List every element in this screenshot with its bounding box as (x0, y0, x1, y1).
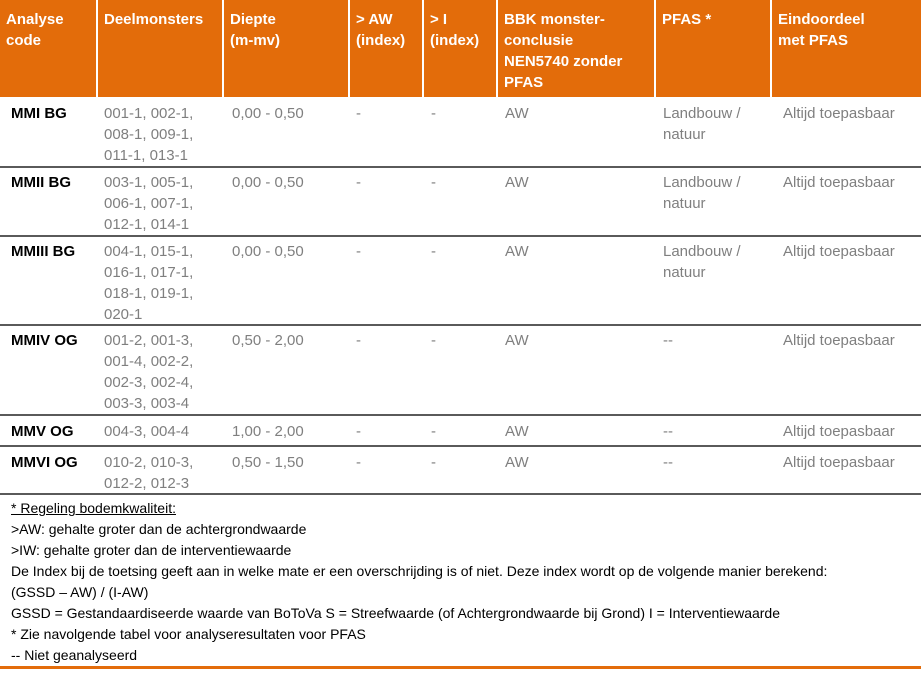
cell-final-verdict: Altijd toepasbaar (783, 174, 895, 191)
cell-above-aw: - (356, 454, 361, 471)
cell-above-i: - (431, 174, 436, 191)
header-sub-samples: Deelmonsters (98, 0, 222, 97)
row-divider (0, 493, 921, 495)
header-bbk-conclusion: BBK monster- conclusie NEN5740 zonder PFAS (498, 0, 654, 97)
footnote-aw: >AW: gehalte groter dan de achtergrondwaarde (11, 521, 307, 537)
cell-depth: 0,00 - 0,50 (232, 105, 304, 122)
table-row (0, 330, 921, 414)
header-above-i: > I (index) (424, 0, 496, 97)
cell-depth: 1,00 - 2,00 (232, 423, 304, 440)
cell-above-i: - (431, 332, 436, 349)
footnote-index-formula: (GSSD – AW) / (I-AW) (11, 584, 149, 600)
row-divider (0, 445, 921, 447)
header-depth: Diepte (m-mv) (224, 0, 348, 97)
cell-analysis-code: MMI BG (11, 105, 67, 122)
cell-final-verdict: Altijd toepasbaar (783, 423, 895, 440)
table-row (0, 241, 921, 325)
cell-sub-samples: 004-3, 004-4 (104, 423, 190, 440)
cell-analysis-code: MMV OG (11, 423, 74, 440)
header-above-aw: > AW (index) (350, 0, 422, 97)
table-row (0, 103, 921, 166)
footnote-regulation: * Regeling bodemkwaliteit: (11, 500, 176, 516)
bottom-divider (0, 666, 921, 669)
cell-pfas: Landbouw / natuur (663, 105, 741, 143)
row-divider (0, 235, 921, 237)
table-header (0, 0, 921, 97)
row-divider (0, 166, 921, 168)
footnote-pfas-reference: * Zie navolgende tabel voor analyseresultaten voor PFAS (11, 626, 366, 642)
cell-bbk-conclusion: AW (505, 454, 529, 471)
table-row (0, 421, 921, 442)
header-final-verdict: Eindoordeel met PFAS (772, 0, 921, 97)
cell-depth: 0,00 - 0,50 (232, 243, 304, 260)
cell-pfas: Landbouw / natuur (663, 243, 741, 281)
table-row (0, 452, 921, 494)
footnote-index-explanation: De Index bij de toetsing geeft aan in welke mate er een overschrijding is of niet. Deze index wordt op de volgende manier berekend: (11, 563, 828, 579)
cell-sub-samples: 004-1, 015-1, 016-1, 017-1, 018-1, 019-1, 020-1 (104, 243, 194, 323)
cell-final-verdict: Altijd toepasbaar (783, 332, 895, 349)
cell-bbk-conclusion: AW (505, 423, 529, 440)
cell-pfas: -- (663, 332, 673, 349)
cell-pfas: -- (663, 454, 673, 471)
cell-sub-samples: 010-2, 010-3, 012-2, 012-3 (104, 454, 194, 492)
cell-above-aw: - (356, 174, 361, 191)
row-divider (0, 414, 921, 416)
cell-pfas: Landbouw / natuur (663, 174, 741, 212)
cell-final-verdict: Altijd toepasbaar (783, 454, 895, 471)
footnote-iw: >IW: gehalte groter dan de interventiewaarde (11, 542, 292, 558)
table-row (0, 172, 921, 234)
footnote-gssd-definition: GSSD = Gestandaardiseerde waarde van BoToVa S = Streefwaarde (of Achtergrondwaarde bij Grond) I = Interventiewaarde (11, 605, 781, 621)
header-analysis-code: Analyse code (0, 0, 96, 97)
cell-depth: 0,00 - 0,50 (232, 174, 304, 191)
cell-pfas: -- (663, 423, 673, 440)
cell-analysis-code: MMVI OG (11, 454, 78, 471)
cell-above-aw: - (356, 423, 361, 440)
cell-above-aw: - (356, 332, 361, 349)
cell-analysis-code: MMIV OG (11, 332, 78, 349)
cell-bbk-conclusion: AW (505, 243, 529, 260)
cell-above-i: - (431, 423, 436, 440)
cell-sub-samples: 003-1, 005-1, 006-1, 007-1, 012-1, 014-1 (104, 174, 194, 233)
footnote-not-analysed: -- Niet geanalyseerd (11, 647, 138, 663)
cell-analysis-code: MMII BG (11, 174, 71, 191)
table-footnotes (11, 498, 916, 666)
cell-final-verdict: Altijd toepasbaar (783, 105, 895, 122)
cell-above-i: - (431, 105, 436, 122)
cell-above-aw: - (356, 243, 361, 260)
row-divider (0, 324, 921, 326)
cell-final-verdict: Altijd toepasbaar (783, 243, 895, 260)
cell-above-i: - (431, 243, 436, 260)
cell-analysis-code: MMIII BG (11, 243, 76, 260)
cell-above-i: - (431, 454, 436, 471)
cell-sub-samples: 001-2, 001-3, 001-4, 002-2, 002-3, 002-4, 003-3, 003-4 (104, 332, 194, 412)
cell-bbk-conclusion: AW (505, 105, 529, 122)
cell-above-aw: - (356, 105, 361, 122)
cell-depth: 0,50 - 2,00 (232, 332, 304, 349)
cell-depth: 0,50 - 1,50 (232, 454, 304, 471)
cell-sub-samples: 001-1, 002-1, 008-1, 009-1, 011-1, 013-1 (104, 105, 194, 164)
cell-bbk-conclusion: AW (505, 174, 529, 191)
header-pfas: PFAS * (656, 0, 770, 97)
cell-bbk-conclusion: AW (505, 332, 529, 349)
